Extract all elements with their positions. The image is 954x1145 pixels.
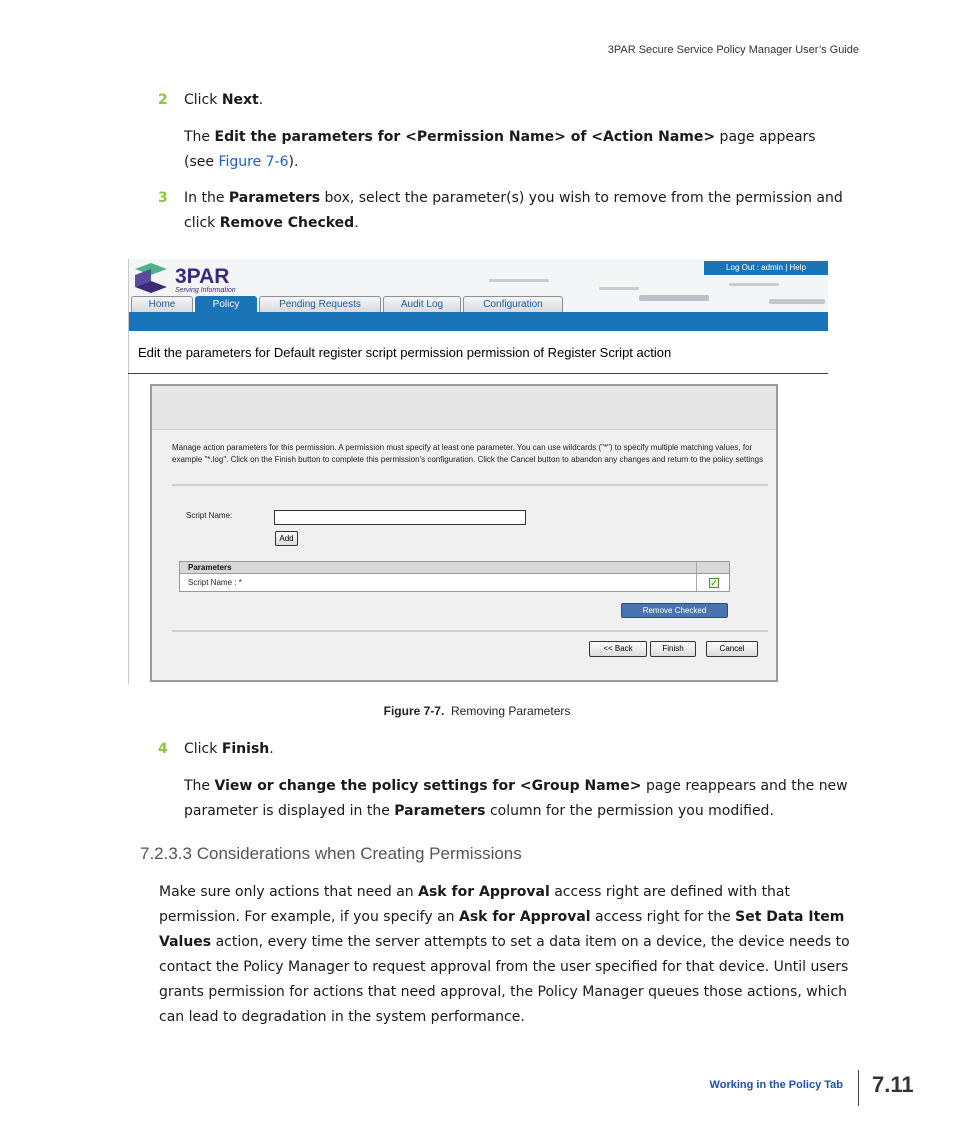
- tab-policy[interactable]: Policy: [195, 296, 257, 312]
- tab-pending-requests[interactable]: Pending Requests: [259, 296, 381, 312]
- add-button[interactable]: Add: [275, 531, 298, 546]
- step-3: In the Parameters box, select the parameter(s) you wish to remove from the permission and click Remove Checked.: [184, 190, 843, 231]
- figure-caption: Figure 7-7. Removing Parameters: [383, 704, 571, 718]
- footer-section-title: Working in the Policy Tab: [709, 1079, 843, 1091]
- logout-help-bar[interactable]: Log Out : admin | Help: [704, 261, 828, 275]
- page-number: 7.11: [872, 1072, 914, 1097]
- nav-bar: [128, 312, 828, 331]
- instructions-text: Manage action parameters for this permission. A permission must specify at least one parameter. You can use wildcards ("*") to specify multiple matching values, for example "*.log". Click on the Finish button to complete this permission's configuration. Click the Cancel button to abandon any changes and return to the policy settings: [172, 443, 764, 464]
- parameters-panel: [150, 384, 778, 682]
- remove-checked-button[interactable]: Remove Checked: [621, 603, 728, 618]
- back-button[interactable]: << Back: [589, 641, 647, 657]
- figure-7-6-link[interactable]: Figure 7-6: [218, 154, 289, 170]
- tab-home[interactable]: Home: [131, 296, 193, 312]
- tab-configuration[interactable]: Configuration: [463, 296, 563, 312]
- parameters-table: [179, 561, 730, 592]
- logo-text: 3PAR: [175, 265, 230, 288]
- step-4-note: The View or change the policy settings for <Group Name> page reappears and the new parameter is displayed in the Parameters column for the permission you modified.: [184, 778, 848, 819]
- cancel-button[interactable]: Cancel: [706, 641, 758, 657]
- row-checkbox[interactable]: ✓: [710, 578, 718, 588]
- finish-button[interactable]: Finish: [650, 641, 696, 657]
- step-2: Click Next.: [184, 92, 264, 108]
- running-header: 3PAR Secure Service Policy Manager User’s Guide: [607, 44, 859, 56]
- tab-audit-log[interactable]: Audit Log: [383, 296, 461, 312]
- step-number-4: 4: [158, 741, 168, 757]
- script-name-input[interactable]: [274, 510, 526, 525]
- app-header: [128, 259, 828, 314]
- section-body: Make sure only actions that need an Ask for Approval access right are defined with that permission. For example, if you specify an Ask for Approval access right for the Set Data Item Values action, every time the server attempts to set a data item on a device, the device needs to contact the Policy Manager to request approval from the user specified for that device. Until users grants permission for actions that need approval, the Policy Manager queues those actions, which can lead to degradation in the system performance.: [159, 884, 850, 1025]
- section-title: 7.2.3.3 Considerations when Creating Permissions: [140, 844, 522, 863]
- step-4: Click Finish.: [184, 741, 274, 757]
- step-2-note: The Edit the parameters for <Permission Name> of <Action Name> page appears (see Figure 7-6).: [184, 129, 816, 170]
- step-number-2: 2: [158, 92, 168, 108]
- page-heading: Edit the parameters for Default register script permission permission of Register Script action: [138, 345, 672, 360]
- logo-subtitle: Serving Information: [175, 287, 236, 294]
- step-number-3: 3: [158, 190, 168, 206]
- figure-screenshot: [128, 259, 828, 684]
- parameters-table-header: Parameters: [188, 563, 232, 572]
- table-row: Script Name : *: [188, 578, 242, 587]
- script-name-label: Script Name:: [186, 511, 233, 520]
